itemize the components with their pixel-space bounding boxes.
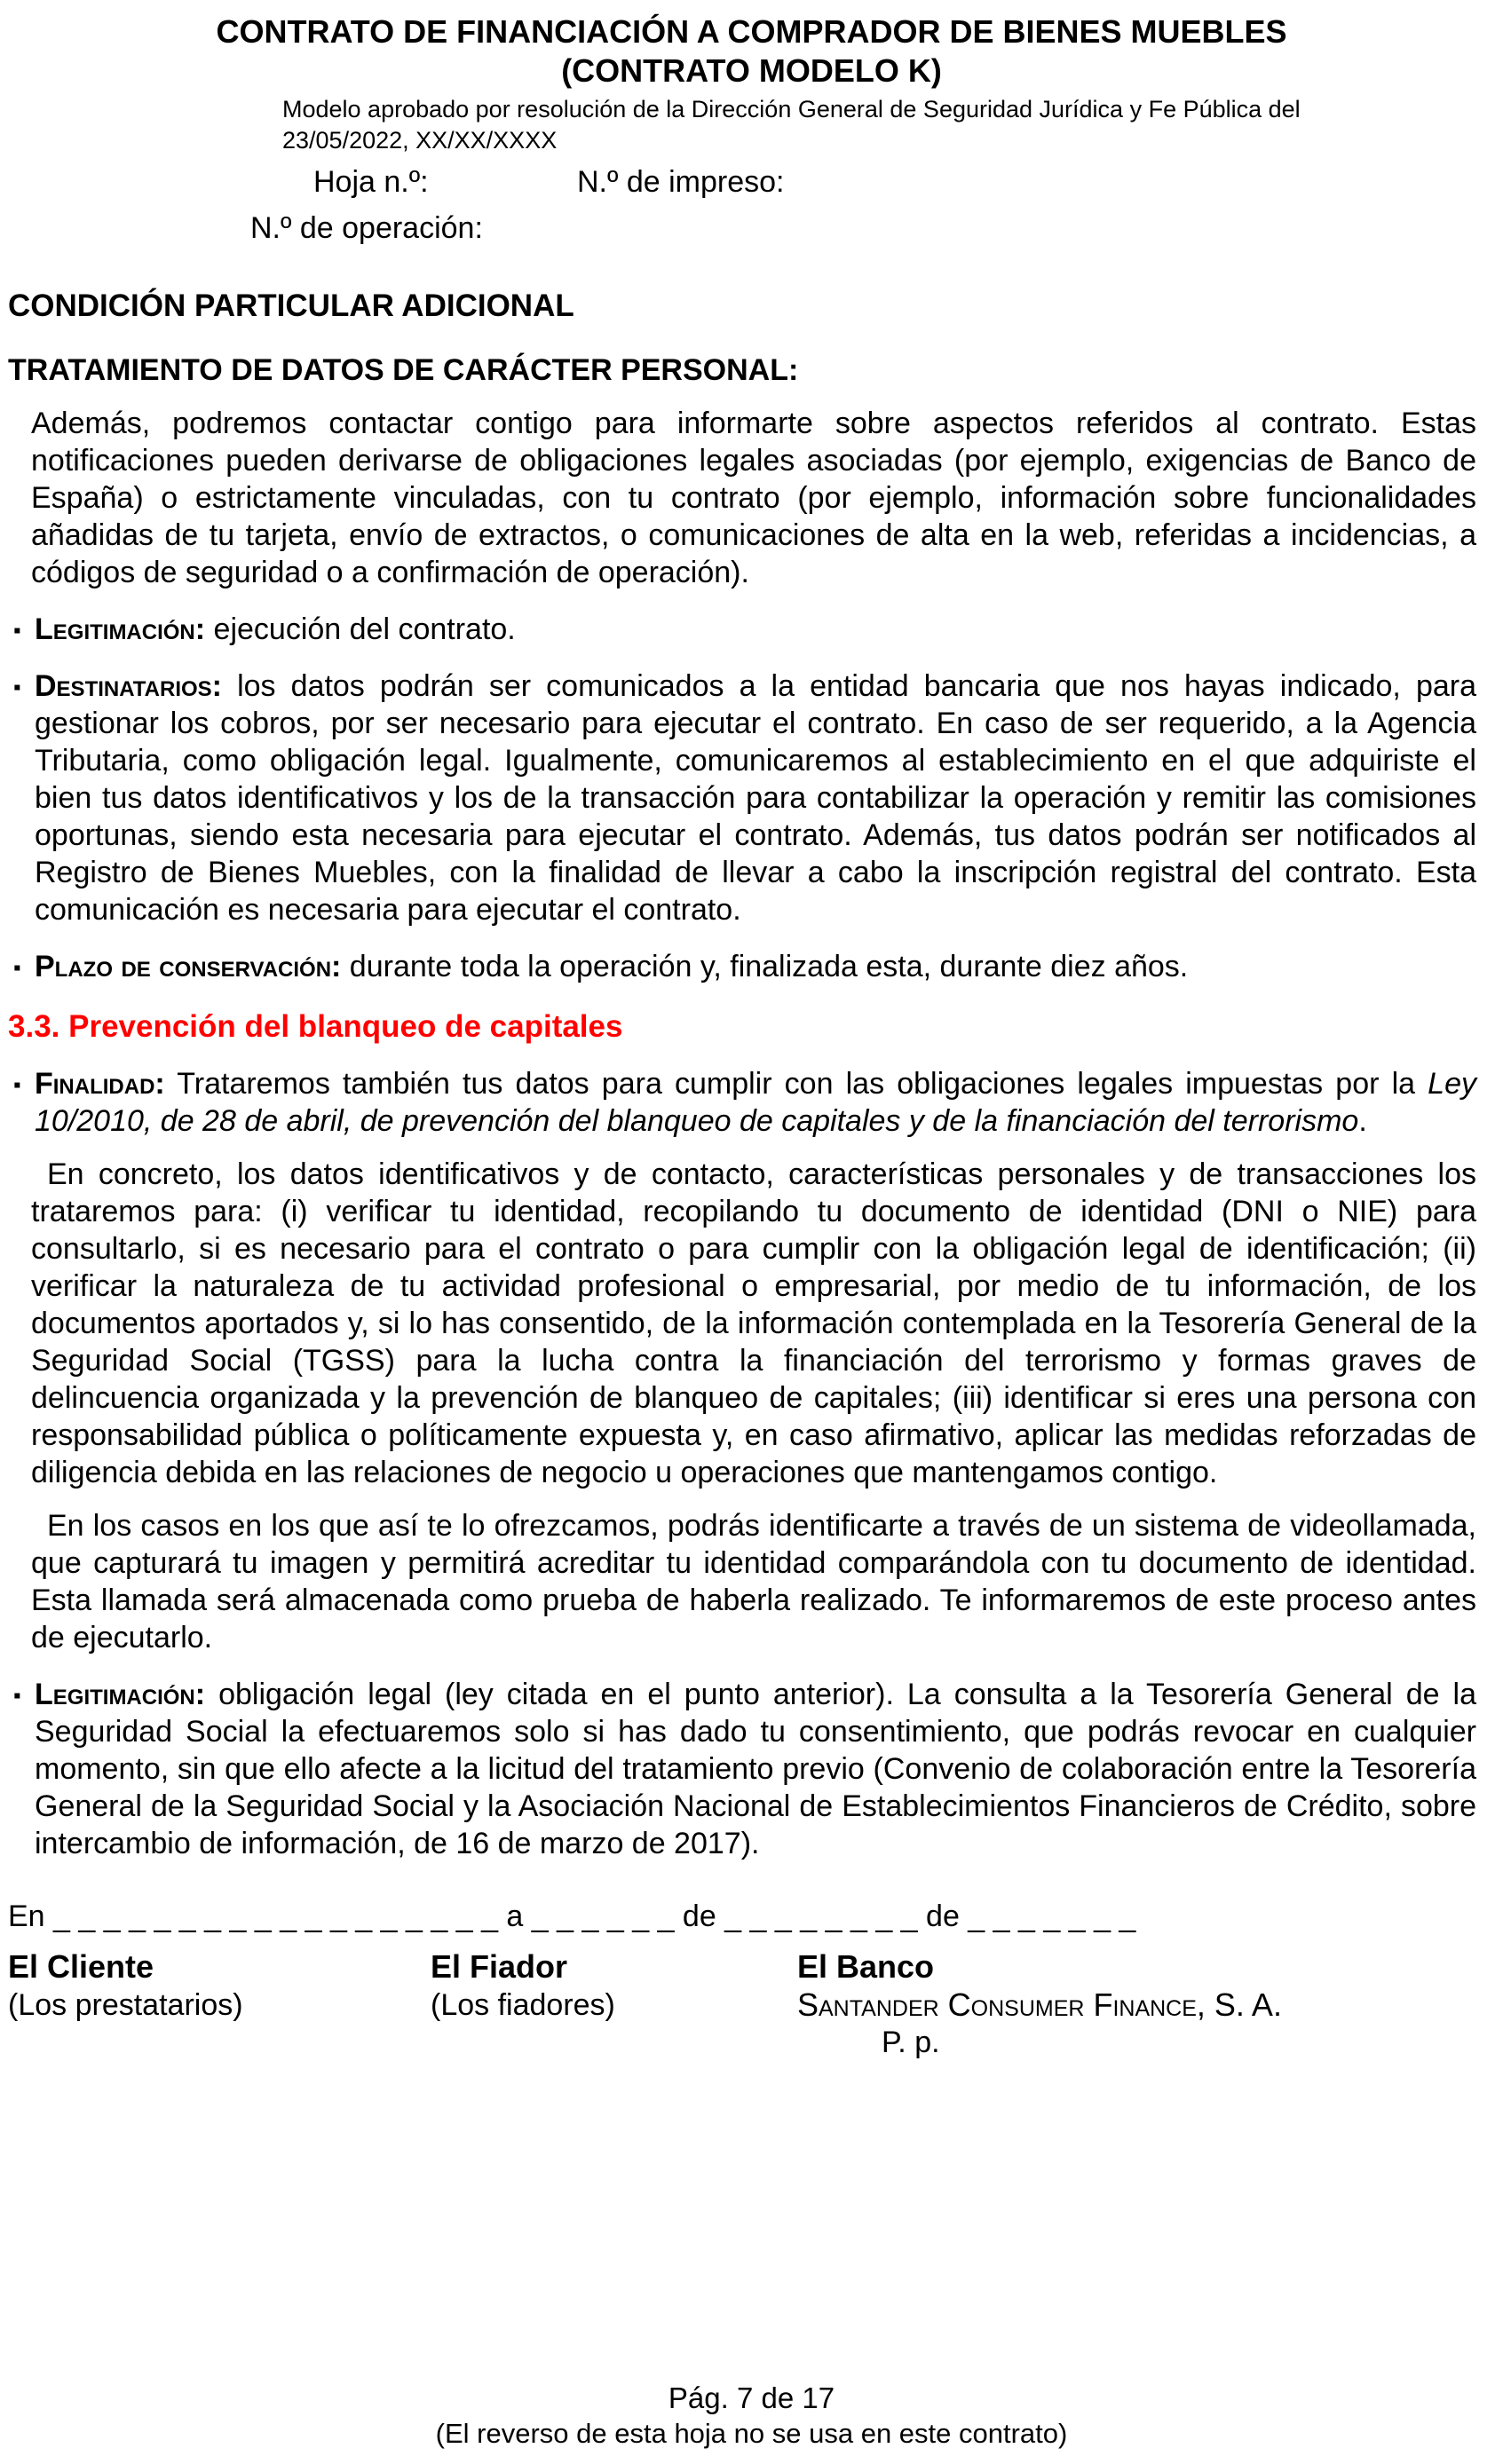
bullet-finalidad-text-end: . (1358, 1104, 1367, 1138)
heading-3-3-prevencion-blanqueo: 3.3. Prevención del blanqueo de capitales (8, 1009, 623, 1044)
bullet-square-icon: ▪ (13, 1073, 21, 1097)
heading-condicion-particular-adicional: CONDICIÓN PARTICULAR ADICIONAL (8, 288, 574, 323)
bullet-finalidad-text: Trataremos también tus datos para cumplir con las obligaciones legales impuestas por la (164, 1067, 1428, 1101)
bullet-plazo-label: Plazo de conservación: (35, 950, 342, 983)
paragraph-en-concreto: En concreto, los datos identificativos y de contacto, características personales y de transacciones los trataremos para: (i) verificar tu identidad, recopilando tu documento de identidad (DNI o NIE) para consultarlo, si es necesario para el contrato o para cumplir con la obligación legal de identificación; (ii) verificar la naturaleza de tu actividad profesional o empresarial, por medio de tu información, de los documentos aportados y, si lo has consentido, de la información contemplada en la Tesorería General de la Seguridad Social (TGSS) para la lucha contra la financiación del terrorismo y formas graves de delincuencia organizada y la prevención de blanqueo de capitales; (iii) identificar si eres una persona con responsabilidad pública o políticamente expuesta y, en caso afirmativo, aplicar las medidas reforzadas de diligencia debida en las relaciones de negocio u operaciones que mantengamos contigo. (31, 1157, 1476, 1489)
bullet-destinatarios (13, 667, 1476, 928)
place-date-line: En _ _ _ _ _ _ _ _ _ _ _ _ _ _ _ _ _ _ a _ _ _ _ _ _ de _ _ _ _ _ _ _ _ de _ _ _ _ _ _ _ (8, 1899, 1136, 1933)
paragraph-videollamada: En los casos en los que así te lo ofrezcamos, podrás identificarte a través de un sistema de videollamada, que capturará tu imagen y permitirá acreditar tu identidad comparándola con tu documento de identidad. Esta llamada será almacenada como prueba de haberla realizado. Te informaremos de este proceso antes de ejecutarlo. (31, 1509, 1476, 1655)
intro-paragraph: Además, podremos contactar contigo para informarte sobre aspectos referidos al contrato. Estas notificaciones pueden derivarse de obligaciones legales asociadas (por ejemplo, exigencias de Banco de España) o estrictamente vinculadas, con tu contrato (por ejemplo, información sobre funcionalidades añadidas de tu tarjeta, envío de extractos, o comunicaciones de alta en la web, referidas a incidencias, a códigos de seguridad o a confirmación de operación). (31, 407, 1476, 589)
signature-guarantor-title: El Fiador (431, 1948, 568, 1985)
signature-bank (797, 1947, 1476, 2061)
signature-block (8, 1947, 1476, 2061)
bullet-finalidad (13, 1065, 1476, 1140)
header-fields-row-1 (0, 163, 1503, 202)
bullet-plazo-text: durante toda la operación y, finalizada esta, durante diez años. (341, 950, 1189, 983)
signature-guarantor (431, 1947, 797, 2061)
approval-note (282, 94, 1476, 156)
print-number-label: N.º de impreso: (577, 165, 785, 199)
footer-reverse-note: (El reverso de esta hoja no se usa en este contrato) (435, 2418, 1068, 2449)
bullet-destinatarios-label: Destinatarios: (35, 669, 222, 703)
signature-guarantor-subtitle: (Los fiadores) (431, 1988, 615, 2022)
bullet-legitimacion-1 (13, 611, 1476, 648)
sheet-number-label: Hoja n.º: (313, 165, 429, 199)
page-number: Pág. 7 de 17 (668, 2381, 835, 2414)
bullet-legitimacion-2-label: Legitimación: (35, 1678, 206, 1711)
bullet-square-icon: ▪ (13, 956, 21, 980)
signature-bank-name: Santander Consumer Finance, S. A. (797, 1986, 1282, 2023)
bullet-destinatarios-text: los datos podrán ser comunicados a la entidad bancaria que nos hayas indicado, para gestionar los cobros, por ser necesario para ejecutar el contrato. En caso de ser requerido, a la Agencia Tributaria, como obligación legal. Igualmente, comunicaremos al establecimiento en el que adquiriste el bien tus datos identificativos y los de la transacción para contabilizar la operación y remitir las comisiones oportunas, siendo esta necesaria para ejecutar el contrato. Además, tus datos podrán ser notificados al Registro de Bienes Muebles, con la finalidad de llevar a cabo la inscripción registral del contrato. Esta comunicación es necesaria para ejecutar el contrato. (35, 669, 1476, 927)
header-fields-row-2 (0, 209, 1503, 249)
document-title: CONTRATO DE FINANCIACIÓN A COMPRADOR DE BIENES MUEBLES (216, 13, 1287, 50)
signature-bank-title: El Banco (797, 1948, 935, 1985)
bullet-legitimacion-2 (13, 1676, 1476, 1862)
signature-bank-pp: P. p. (882, 2026, 940, 2059)
bullet-legitimacion-2-text: obligación legal (ley citada en el punto anterior). La consulta a la Tesorería General de la Seguridad Social la efectuaremos solo si has dado tu consentimiento, que podrás revocar en cualquier momento, sin que ello afecte a la licitud del tratamiento previo (Convenio de colaboración entre la Tesorería General de la Seguridad Social y la Asociación Nacional de Establecimientos Financieros de Crédito, sobre intercambio de información, de 16 de marzo de 2017). (35, 1678, 1476, 1860)
heading-tratamiento-datos-personales: TRATAMIENTO DE DATOS DE CARÁCTER PERSONAL: (8, 353, 799, 387)
signature-client (8, 1947, 431, 2061)
bullet-square-icon: ▪ (13, 675, 21, 699)
bullet-square-icon: ▪ (13, 619, 21, 643)
signature-client-title: El Cliente (8, 1948, 154, 1985)
page-footer (0, 2381, 1503, 2452)
bullet-legitimacion-1-text: ejecución del contrato. (205, 612, 516, 646)
operation-number-label: N.º de operación: (250, 211, 483, 245)
bullet-finalidad-label: Finalidad: (35, 1067, 165, 1101)
signature-client-subtitle: (Los prestatarios) (8, 1988, 243, 2022)
bullet-square-icon: ▪ (13, 1684, 21, 1708)
document-subtitle: (CONTRATO MODELO K) (561, 52, 942, 89)
approval-note-line2: 23/05/2022, XX/XX/XXXX (282, 127, 558, 154)
bullet-legitimacion-1-label: Legitimación: (35, 612, 206, 646)
bullet-plazo-conservacion (13, 948, 1476, 985)
bullet-finalidad-law-title: Ley 10/2010, de 28 de abril, de prevención del blanqueo de capitales y de la financiación del terrorismo (35, 1067, 1476, 1138)
approval-note-line1: Modelo aprobado por resolución de la Dirección General de Seguridad Jurídica y Fe Pública del (282, 96, 1301, 122)
